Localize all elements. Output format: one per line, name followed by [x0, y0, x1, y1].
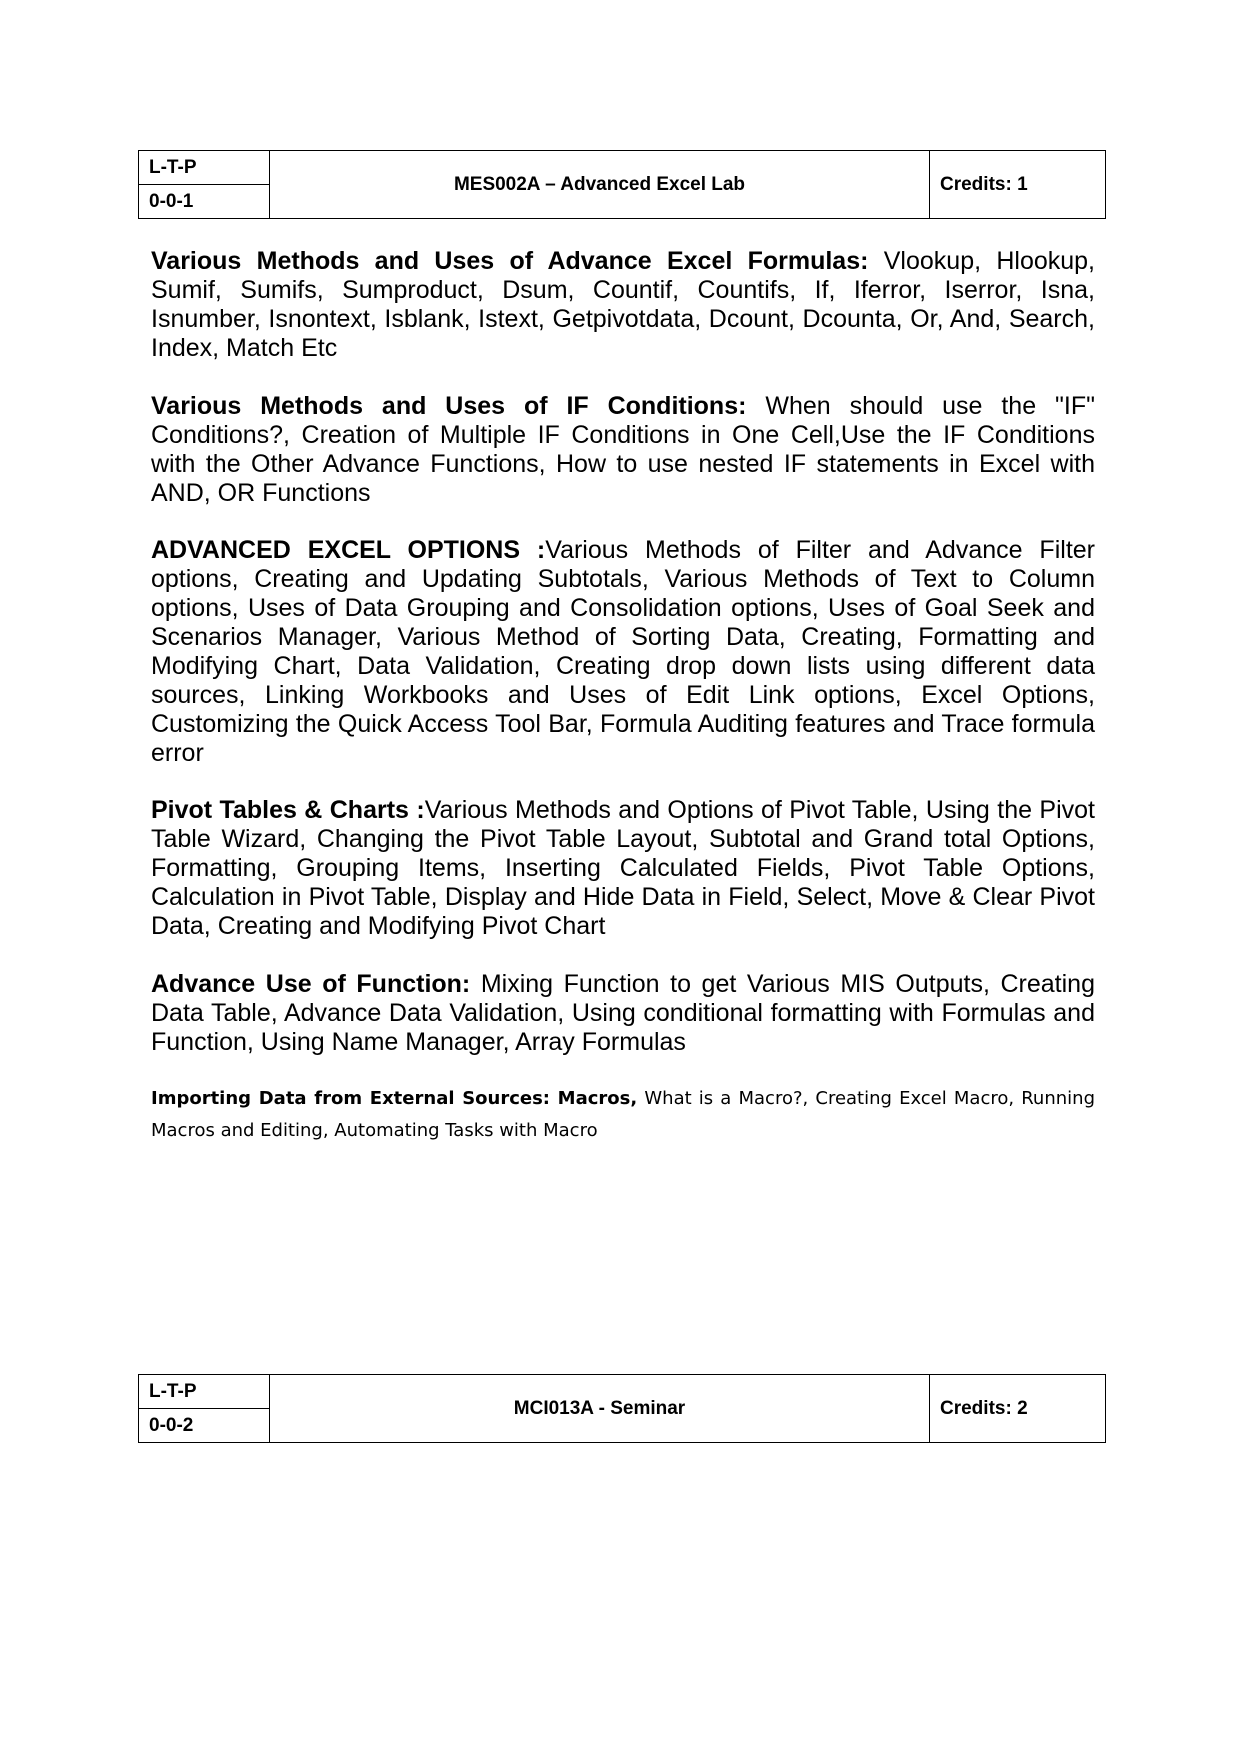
section-body: Vlookup, Hlookup, Sumif, Sumifs, Sumproduct, Dsum, Countif, Countifs, If, Iferror, Iserror, Isna, Isnumber, Isnontext, Isblank, Istext, Getpivotdata, Dcount, Dcounta, Or, And, Search, Index, Match Etc	[151, 247, 1096, 362]
course-header-table-mci013a	[138, 1374, 1106, 1443]
section-body: When should use the "IF" Conditions?, Creation of Multiple IF Conditions in One Cell,Use the IF Conditions with the Other Advance Functions, How to use nested IF statements in Excel with AND, OR Functions	[151, 392, 1095, 507]
section-advance-use-of-function	[151, 970, 1095, 1057]
course-credits: Credits: 1	[930, 151, 1106, 219]
course-credits: Credits: 2	[930, 1375, 1106, 1443]
section-heading: Various Methods and Uses of Advance Excel Formulas:	[151, 247, 869, 275]
section-body: What is a Macro?, Creating Excel Macro, Running Macros and Editing, Automating Tasks with Macro	[151, 1088, 1095, 1141]
section-body: Mixing Function to get Various MIS Outputs, Creating Data Table, Advance Data Validation, Using conditional formatting with Formulas and Function, Using Name Manager, Array Formulas	[151, 970, 1095, 1056]
section-advance-excel-formulas	[151, 247, 1095, 363]
section-body: Various Methods and Options of Pivot Table, Using the Pivot Table Wizard, Changing the Pivot Table Layout, Subtotal and Grand total Options, Formatting, Grouping Items, Inserting Calculated Fields, Pivot Table Options, Calculation in Pivot Table, Display and Hide Data in Field, Select, Move & Clear Pivot Data, Creating and Modifying Pivot Chart	[151, 796, 1095, 940]
course-header-table-mes002a	[138, 150, 1106, 219]
course-title: MCI013A - Seminar	[270, 1375, 930, 1443]
section-heading: ADVANCED EXCEL OPTIONS :	[151, 536, 546, 564]
section-body: Various Methods of Filter and Advance Filter options, Creating and Updating Subtotals, Various Methods of Text to Column options, Uses of Data Grouping and Consolidation options, Uses of Goal Seek and Scenarios Manager, Various Method of Sorting Data, Creating, Formatting and Modifying Chart, Data Validation, Creating drop down lists using different data sources, Linking Workbooks and Uses of Edit Link options, Excel Options, Customizing the Quick Access Tool Bar, Formula Auditing features and Trace formula error	[151, 536, 1095, 767]
section-importing-data-macros	[151, 1083, 1095, 1147]
ltp-value: 0-0-2	[139, 1409, 270, 1443]
section-heading: Importing Data from External Sources: Macros,	[151, 1088, 638, 1109]
section-advanced-excel-options	[151, 536, 1095, 768]
ltp-value: 0-0-1	[139, 185, 270, 219]
section-heading: Pivot Tables & Charts :	[151, 796, 425, 824]
section-heading: Various Methods and Uses of IF Conditions:	[151, 392, 747, 420]
course-title: MES002A – Advanced Excel Lab	[270, 151, 930, 219]
ltp-label: L-T-P	[139, 151, 270, 185]
section-pivot-tables-charts	[151, 796, 1095, 941]
section-heading: Advance Use of Function:	[151, 970, 471, 998]
section-if-conditions	[151, 392, 1095, 508]
ltp-label: L-T-P	[139, 1375, 270, 1409]
